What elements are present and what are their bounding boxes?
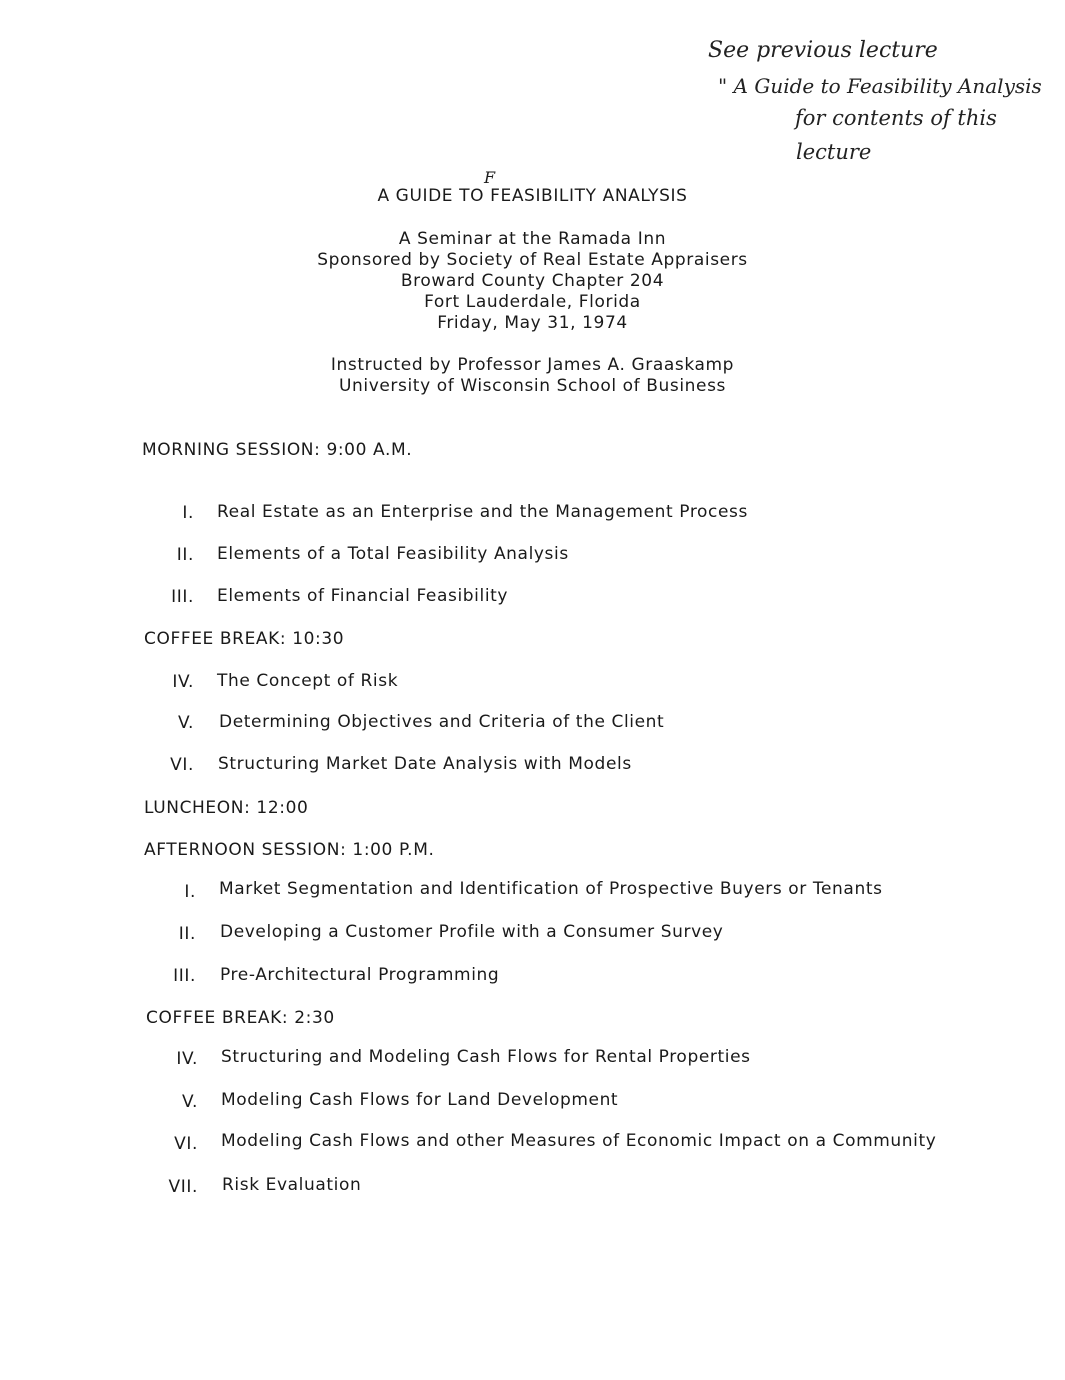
handwritten-note-line-3: for contents of this (795, 106, 997, 130)
break-heading: COFFEE BREAK: 10:30 (144, 629, 345, 649)
item-title: Developing a Customer Profile with a Consumer Survey (220, 922, 724, 942)
item-title: Elements of Financial Feasibility (217, 586, 509, 606)
item-title: Risk Evaluation (222, 1175, 362, 1195)
sponsor-line: Sponsored by Society of Real Estate Appraisers (317, 250, 748, 270)
item-numeral: VII. (168, 1177, 198, 1197)
item-numeral: III. (173, 966, 196, 986)
chapter-line: Broward County Chapter 204 (400, 271, 665, 291)
item-title: The Concept of Risk (217, 671, 399, 691)
item-numeral: IV. (176, 1049, 198, 1069)
item-title: Structuring and Modeling Cash Flows for Rental Properties (221, 1047, 751, 1067)
location-line: Fort Lauderdale, Florida (424, 292, 641, 312)
title-correction-mark: F (484, 168, 496, 187)
document-title: A GUIDE TO FEASIBILITY ANALYSIS (377, 186, 688, 206)
item-numeral: III. (171, 587, 194, 607)
instructor-line: Instructed by Professor James A. Graaskamp (330, 355, 735, 375)
item-numeral: IV. (172, 672, 194, 692)
handwritten-note-line-4: lecture (796, 140, 872, 164)
handwritten-note-line-1: See previous lecture (708, 38, 938, 63)
item-numeral: II. (176, 545, 194, 565)
date-line: Friday, May 31, 1974 (437, 313, 628, 333)
item-title: Pre-Architectural Programming (220, 965, 500, 985)
item-numeral: VI. (174, 1134, 198, 1154)
item-numeral: VI. (170, 755, 194, 775)
school-line: University of Wisconsin School of Business (338, 376, 727, 396)
item-title: Market Segmentation and Identification of Prospective Buyers or Tenants (219, 879, 883, 899)
session-heading: MORNING SESSION: 9:00 A.M. (142, 440, 413, 460)
break-heading: COFFEE BREAK: 2:30 (146, 1008, 335, 1028)
item-title: Structuring Market Date Analysis with Models (218, 754, 632, 774)
item-title: Modeling Cash Flows and other Measures of Economic Impact on a Community (221, 1131, 937, 1151)
item-title: Elements of a Total Feasibility Analysis (217, 544, 569, 564)
item-title: Modeling Cash Flows for Land Development (221, 1090, 619, 1110)
item-numeral: V. (181, 1092, 198, 1112)
luncheon-heading: LUNCHEON: 12:00 (144, 798, 309, 818)
item-numeral: V. (177, 713, 194, 733)
item-title: Determining Objectives and Criteria of the Client (219, 712, 665, 732)
item-numeral: I. (184, 882, 196, 902)
item-numeral: I. (182, 503, 194, 523)
item-numeral: II. (178, 924, 196, 944)
session-heading: AFTERNOON SESSION: 1:00 P.M. (144, 840, 435, 860)
handwritten-note-line-2: " A Guide to Feasibility Analysis (718, 74, 1042, 98)
seminar-line: A Seminar at the Ramada Inn (398, 229, 667, 249)
item-title: Real Estate as an Enterprise and the Management Process (217, 502, 748, 522)
